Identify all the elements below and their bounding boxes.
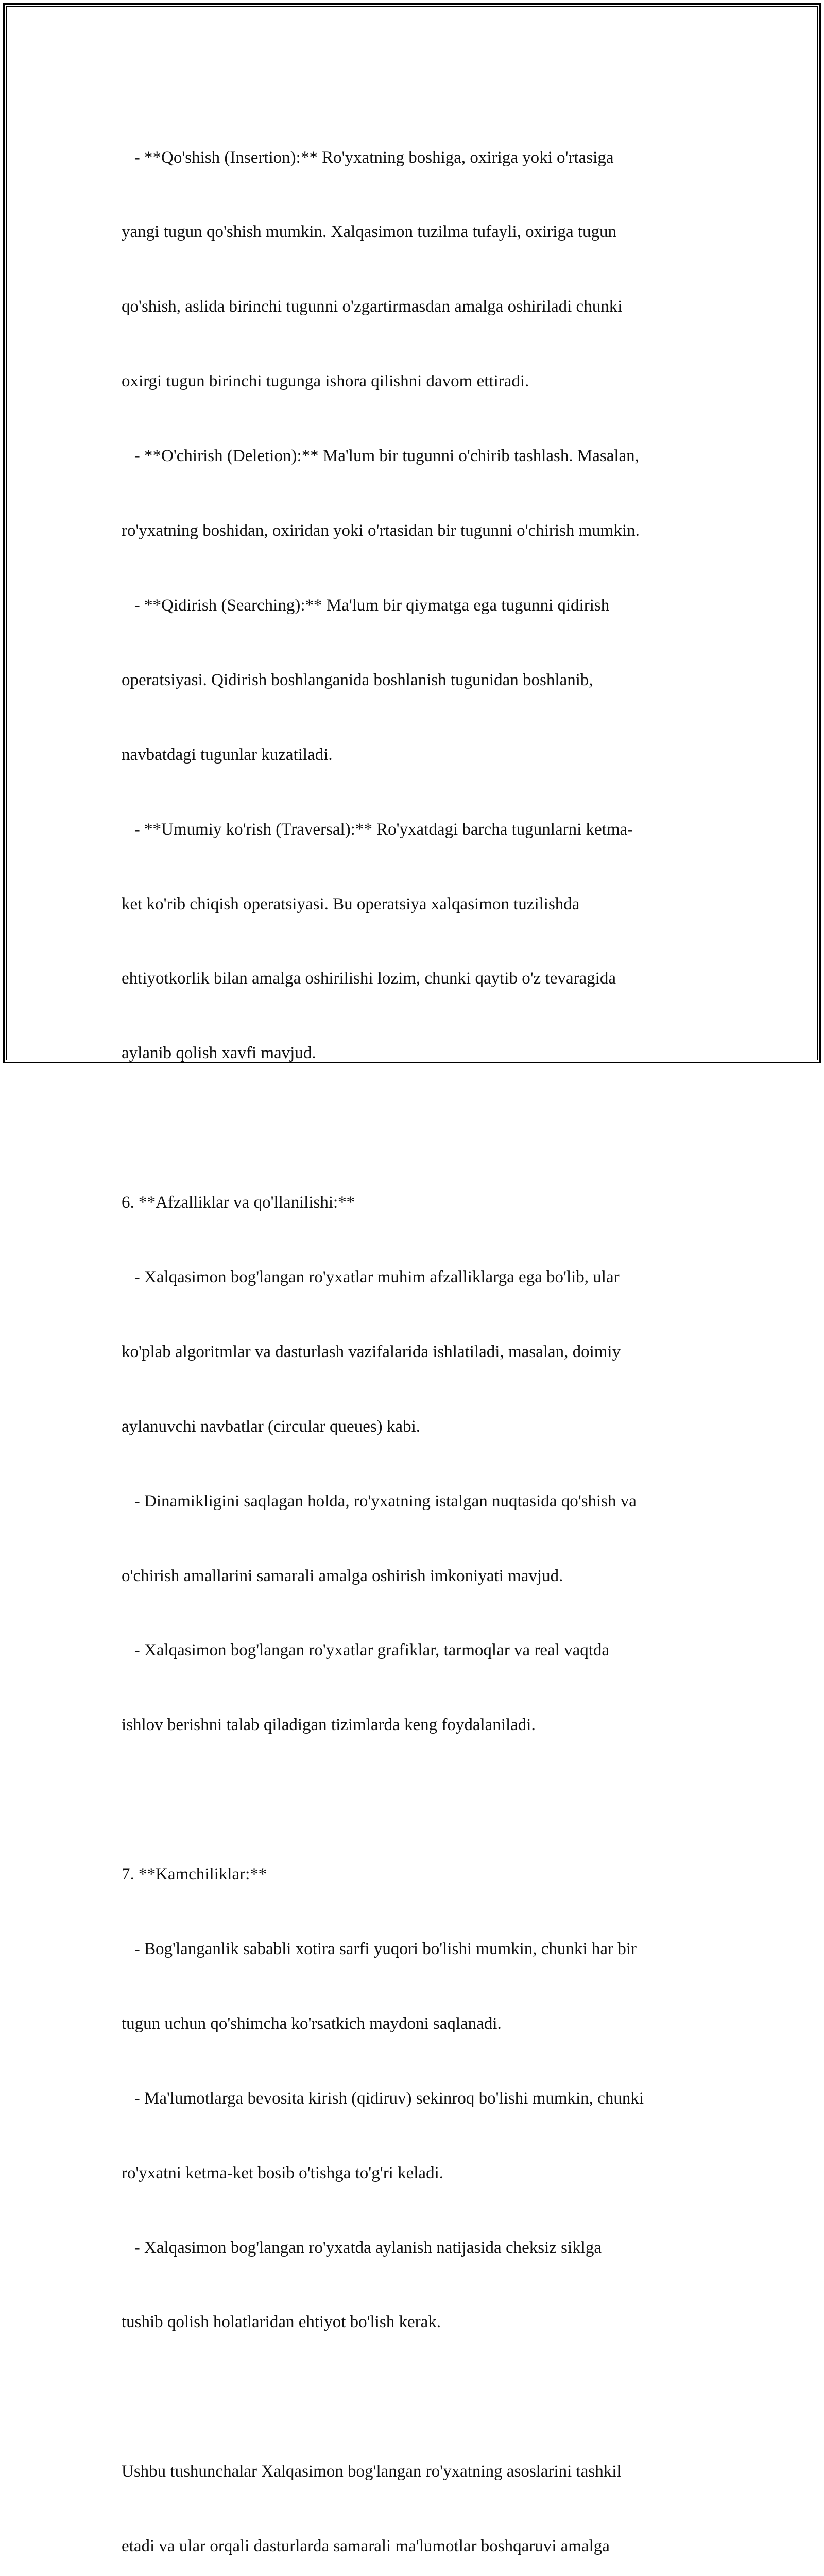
text-line: - Dinamikligini saqlagan holda, ro'yxatning istalgan nuqtasida qo'shish va xyxy=(122,1492,637,1511)
text-line: - **O'chirish (Deletion):** Ma'lum bir tugunni o'chirib tashlash. Masalan, xyxy=(122,447,639,466)
text-line: - **Qo'shish (Insertion):** Ro'yxatning boshiga, oxiriga yoki o'rtasiga xyxy=(122,148,614,167)
text-line: tushib qolish holatlaridan ehtiyot bo'lish kerak. xyxy=(122,2313,441,2332)
text-line: etadi va ular orqali dasturlarda samarali ma'lumotlar boshqaruvi amalga xyxy=(122,2537,610,2556)
text-line: Ushbu tushunchalar Xalqasimon bog'langan ro'yxatning asoslarini tashkil xyxy=(122,2462,622,2481)
text-line: - Ma'lumotlarga bevosita kirish (qidiruv) sekinroq bo'lishi mumkin, chunki xyxy=(122,2089,644,2108)
text-line: operatsiyasi. Qidirish boshlanganida boshlanish tugunidan boshlanib, xyxy=(122,670,593,689)
text-line: - Bog'langanlik sababli xotira sarfi yuqori bo'lishi mumkin, chunki har bir xyxy=(122,1939,637,1958)
text-line: ehtiyotkorlik bilan amalga oshirilishi lozim, chunki qaytib o'z tevaragida xyxy=(122,969,616,988)
text-line: - **Umumiy ko'rish (Traversal):** Ro'yxatdagi barcha tugunlarni ketma- xyxy=(122,820,633,839)
text-line: navbatdagi tugunlar kuzatiladi. xyxy=(122,745,333,764)
text-line: aylanuvchi navbatlar (circular queues) kabi. xyxy=(122,1417,420,1436)
text-line: ishlov berishni talab qiladigan tizimlarda keng foydalaniladi. xyxy=(122,1716,536,1735)
text-line: o'chirish amallarini samarali amalga oshirish imkoniyati mavjud. xyxy=(122,1566,563,1585)
text-line: - Xalqasimon bog'langan ro'yxatlar muhim afzalliklarga ega bo'lib, ular xyxy=(122,1267,620,1286)
section-heading: 6. **Afzalliklar va qo'llanilishi:** xyxy=(122,1193,355,1212)
text-line: yangi tugun qo'shish mumkin. Xalqasimon tuzilma tufayli, oxiriga tugun xyxy=(122,223,617,242)
blank-line xyxy=(122,1787,709,1812)
text-line: oxirgi tugun birinchi tugunga ishora qilishni davom ettiradi. xyxy=(122,372,529,391)
text-line: qo'shish, aslida birinchi tugunni o'zgartirmasdan amalga oshiriladi chunki xyxy=(122,297,623,316)
blank-line xyxy=(122,1115,709,1140)
text-line: ko'plab algoritmlar va dasturlash vazifalarida ishlatiladi, masalan, doimiy xyxy=(122,1342,621,1361)
text-line: tugun uchun qo'shimcha ko'rsatkich maydoni saqlanadi. xyxy=(122,2014,502,2033)
text-line: - **Qidirish (Searching):** Ma'lum bir qiymatga ega tugunni qidirish xyxy=(122,596,610,615)
blank-line xyxy=(122,2384,709,2409)
text-line: ro'yxatning boshidan, oxiridan yoki o'rtasidan bir tugunni o'chirish mumkin. xyxy=(122,521,640,540)
text-line: ket ko'rib chiqish operatsiyasi. Bu operatsiya xalqasimon tuzilishda xyxy=(122,894,580,913)
section-heading: 7. **Kamchiliklar:** xyxy=(122,1865,267,1884)
text-line: aylanib qolish xavfi mavjud. xyxy=(122,1044,316,1063)
document-body xyxy=(122,95,709,2576)
text-line: ro'yxatni ketma-ket bosib o'tishga to'g'ri keladi. xyxy=(122,2163,443,2182)
text-line: - Xalqasimon bog'langan ro'yxatda aylanish natijasida cheksiz siklga xyxy=(122,2238,602,2257)
text-line: - Xalqasimon bog'langan ro'yxatlar grafiklar, tarmoqlar va real vaqtda xyxy=(122,1641,610,1660)
